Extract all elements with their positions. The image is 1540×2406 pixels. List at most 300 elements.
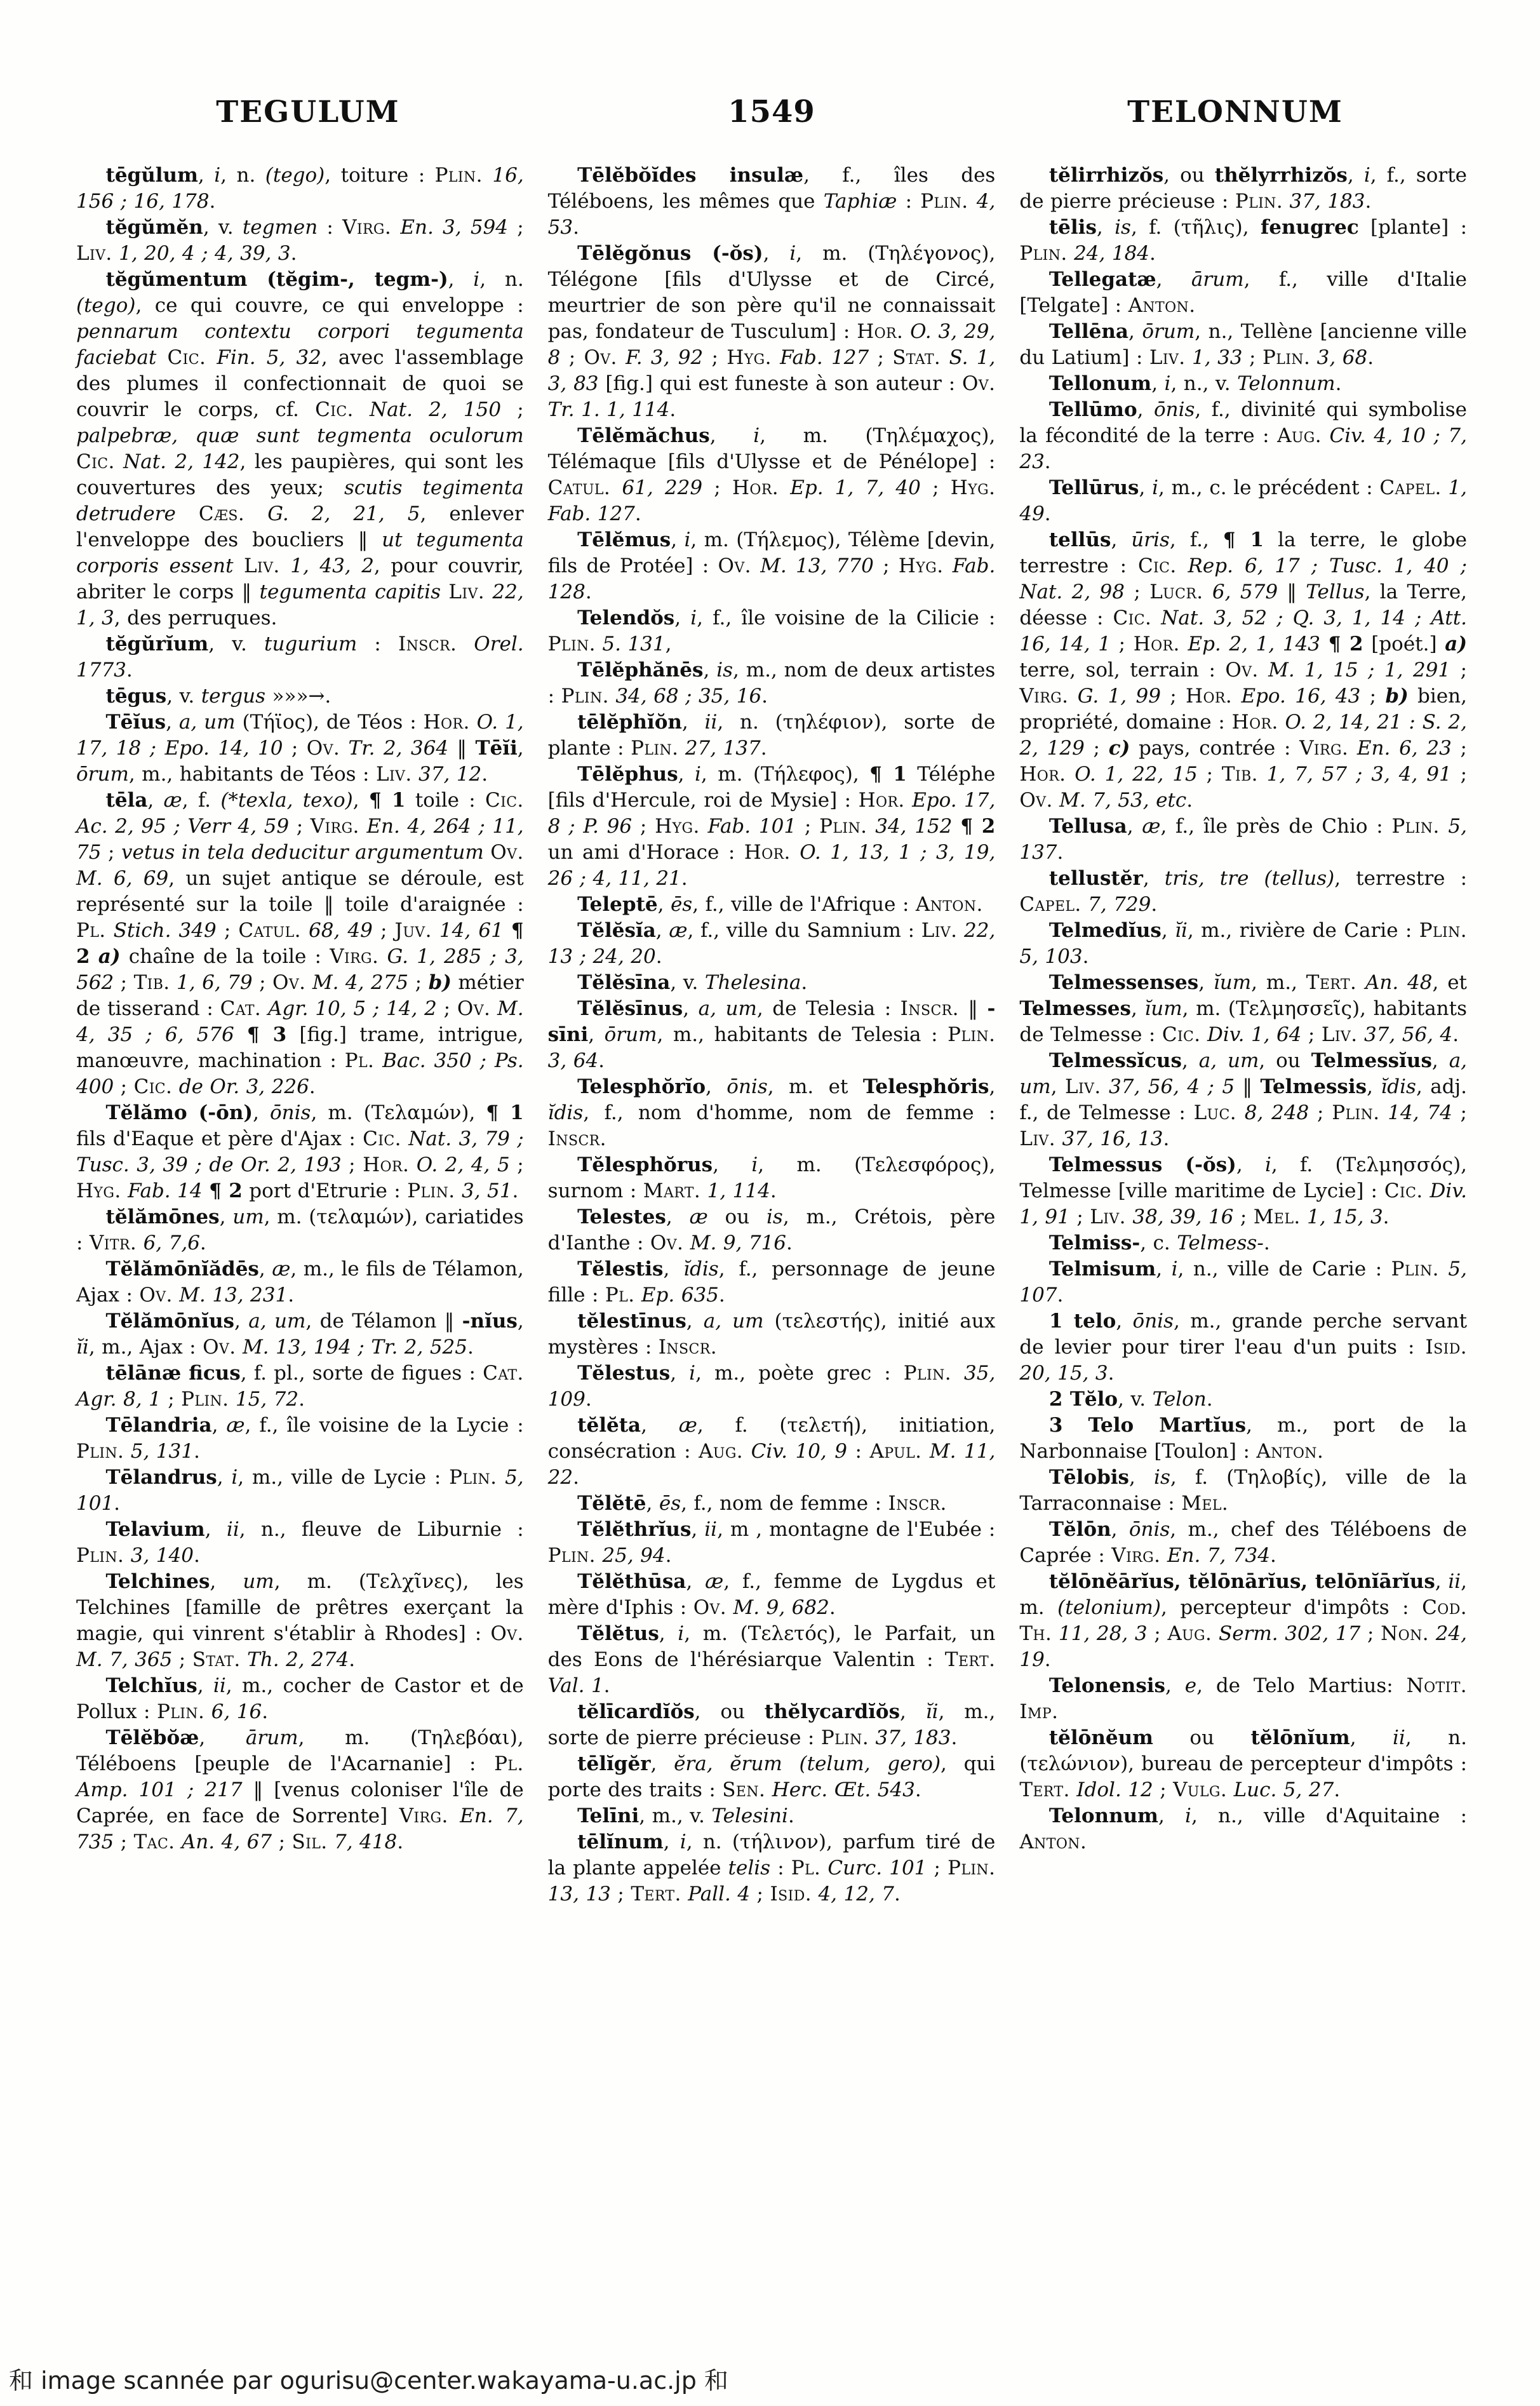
entry-text-run: ;	[114, 1831, 134, 1853]
entry-text-run: , n., fleuve de Liburnie :	[239, 1518, 524, 1541]
entry-text-run: ut tegumenta corporis essent	[76, 528, 524, 577]
entry-text-run: , v.	[1118, 1388, 1153, 1411]
entry-text-run: ,	[650, 1752, 674, 1775]
entry-text-run: tugurium	[264, 633, 358, 655]
entry-text-run: , m. (Τελεσφόρος), surnom :	[547, 1153, 996, 1202]
entry-text-run: ,	[1142, 867, 1165, 890]
entry-text-run: Inscr.	[658, 1336, 717, 1359]
entry-text-run: , m. (Τηλέμαχος), Télémaque [fils d'Ulysse et de Pénélope] :	[547, 424, 996, 473]
dictionary-entry	[76, 1413, 524, 1465]
entry-headword: Telchines	[105, 1570, 210, 1593]
entry-text-run: M. 6, 69	[76, 867, 169, 890]
entry-text-run: , m., v.	[639, 1805, 712, 1827]
entry-text-run: Thelesina	[704, 971, 801, 994]
entry-text-run: Plin.	[820, 1726, 869, 1749]
entry-text-run: ,	[1156, 1258, 1172, 1280]
entry-text-run: M. 13, 231	[172, 1284, 288, 1307]
entry-text-run: um	[232, 1206, 264, 1228]
entry-text-run: 37, 16, 13	[1055, 1127, 1163, 1150]
entry-text-run: ,	[234, 1310, 249, 1333]
entry-text-run	[90, 945, 98, 968]
entry-text-run: ,	[1050, 1075, 1065, 1098]
entry-text-run: ;	[408, 971, 429, 994]
entry-text-run: , m., le fils de Télamon, Ajax :	[76, 1258, 524, 1307]
entry-text-run: ;	[216, 919, 239, 942]
entry-text-run: ,	[659, 1622, 678, 1645]
entry-text-run: Hyg.	[76, 1179, 121, 1202]
entry-text-run: .	[585, 1388, 592, 1411]
entry-text-run: .	[1149, 242, 1156, 265]
entry-text-run: ōrum	[1142, 320, 1195, 343]
entry-text-run: æ	[1142, 815, 1161, 838]
entry-text-run: Ep. 2, 1, 143	[1179, 633, 1321, 655]
entry-text-run: Liv.	[921, 919, 958, 942]
entry-text-run: , n. (τήλινον), parfum tiré de la plante appelée	[547, 1831, 996, 1879]
entry-text-run: ¶ 3	[246, 1023, 287, 1046]
entry-text-run: Civ. 4, 10 ; 7, 23	[1019, 424, 1468, 473]
entry-text-run: ōnis	[269, 1101, 311, 1124]
dictionary-entry	[1019, 1256, 1467, 1308]
entry-text-run: , m., sorte de pierre précieuse :	[547, 1700, 996, 1749]
entry-text-run: .	[467, 1336, 474, 1359]
entry-text-run: Cic.	[167, 346, 206, 369]
entry-text-run: 61, 229	[610, 476, 703, 499]
entry-text-run: 37, 56, 4	[1357, 1023, 1453, 1046]
entry-text-run: .	[761, 685, 768, 708]
entry-text-run: .	[193, 1440, 200, 1463]
entry-text-run: ;	[927, 1857, 948, 1879]
entry-text-run: Plin.	[434, 164, 483, 187]
entry-text-run: Plin.	[1332, 1101, 1380, 1124]
entry-text-run: ,	[1347, 164, 1364, 187]
entry-text-run: , m. (Τηλέγονος), Télégone [fils d'Ulysse et de Circé, meurtrier de son père qu'il ne connaissait pas, fondateur de Tusculum] :	[547, 242, 996, 343]
entry-text-run: Pl.	[76, 919, 106, 942]
entry-text-run: ;	[101, 841, 122, 864]
entry-text-run: 68, 49	[300, 919, 373, 942]
entry-text-run: 1, 7, 57 ; 3, 4, 91	[1257, 763, 1452, 786]
entry-text-run: terre, sol, terrain :	[1019, 659, 1226, 682]
entry-text-run: 37, 12	[412, 763, 482, 786]
entry-text-run: Non.	[1381, 1622, 1430, 1645]
entry-text-run: 16, 156 ; 16, 178	[76, 164, 524, 213]
entry-text-run: , f.,	[1169, 528, 1223, 551]
entry-text-run: i	[473, 268, 480, 291]
entry-text-run: a, um	[1019, 1049, 1468, 1098]
dictionary-column-3	[1019, 163, 1467, 1907]
entry-text-run: Liv.	[1149, 346, 1186, 369]
entry-text-run: ¶ 2	[209, 1179, 243, 1202]
entry-text-run: Virg.	[1299, 737, 1349, 760]
entry-headword: Tĕlestis	[577, 1258, 664, 1280]
entry-text-run: Virg.	[399, 1805, 448, 1827]
entry-text-run: , f. (τελετή), initiation, consécration :	[547, 1414, 996, 1463]
page-header	[0, 0, 1540, 130]
entry-text-run: Ov.	[961, 372, 996, 395]
entry-text-run: ;	[372, 919, 395, 942]
entry-text-run: chaîne de la toile :	[120, 945, 330, 968]
entry-text-run: .	[1186, 789, 1193, 812]
entry-text-run: 1, 33	[1185, 346, 1243, 369]
entry-text-run: Telonnum	[1237, 372, 1336, 395]
entry-headword: Tĕlămōnĭădēs	[105, 1258, 259, 1280]
entry-text-run: Ov.	[650, 1232, 684, 1254]
dictionary-column-2	[548, 163, 996, 1907]
entry-text-run: Liv.	[244, 554, 280, 577]
entry-text-run: .	[718, 1284, 725, 1307]
entry-text-run: ;	[509, 1153, 524, 1176]
entry-text-run: ;	[172, 1648, 192, 1671]
entry-text-run: ;	[161, 1388, 182, 1411]
entry-text-run: ;	[341, 1153, 363, 1176]
entry-text-run: Ep. 635	[634, 1284, 719, 1307]
entry-text-run: En. 4, 264 ; 11, 75	[76, 815, 524, 864]
entry-text-run: Agr. 10, 5 ; 14, 2	[261, 997, 437, 1020]
entry-text-run: .	[1044, 1648, 1051, 1671]
dictionary-entry	[76, 267, 524, 631]
entry-text-run: ;	[1360, 685, 1386, 708]
entry-text-run: Plin.	[1419, 919, 1468, 942]
entry-text-run: ,	[1129, 1466, 1155, 1489]
page-number: 1549	[728, 94, 815, 130]
entry-text-run: um	[243, 1570, 274, 1593]
entry-text-run: ĭum	[1144, 997, 1182, 1020]
entry-text-run: 37, 183	[1283, 190, 1365, 213]
entry-text-run: 6, 7,6	[137, 1232, 200, 1254]
entry-text-run: .	[1263, 1232, 1270, 1254]
entry-text-run: tĕlōnĭum	[1250, 1726, 1350, 1749]
dictionary-entry	[1019, 397, 1467, 475]
entry-text-run: Plin.	[561, 685, 609, 708]
entry-text-run: ,	[517, 1310, 524, 1333]
entry-text-run: Hor.	[1133, 633, 1180, 655]
entry-text-run: ,	[671, 528, 685, 551]
entry-text-run: , m. (Τήλεμος), Télème [devin, fils de Protée] :	[547, 528, 996, 577]
entry-text-run: Hyg.	[726, 346, 772, 369]
entry-text-run: Hor.	[732, 476, 779, 499]
entry-text-run: .	[801, 971, 808, 994]
entry-text-run: ,	[198, 164, 215, 187]
entry-text-run: -sīni	[547, 997, 996, 1046]
entry-text-run: Stich. 349	[105, 919, 217, 942]
entry-text-run: Ov.	[584, 346, 617, 369]
entry-text-run: Tert.	[1306, 971, 1357, 994]
entry-text-run: port d'Etrurie :	[242, 1179, 408, 1202]
dictionary-entry	[548, 762, 996, 892]
entry-text-run: ,	[1130, 997, 1145, 1020]
entry-text-run: .	[1082, 945, 1089, 968]
entry-headword: Tēlĕphănēs	[577, 659, 704, 682]
entry-text-run: 27, 137	[678, 737, 761, 760]
entry-text-run: .	[1108, 1362, 1115, 1385]
dictionary-entry	[548, 423, 996, 527]
entry-text-run: 14, 61	[431, 919, 504, 942]
entry-text-run: tris, tre (tellus)	[1164, 867, 1335, 890]
entry-text-run: , m.	[1019, 1570, 1468, 1619]
entry-text-run: (τελεστής), initié aux mystères :	[547, 1310, 996, 1359]
dictionary-entry	[548, 163, 996, 241]
entry-headword: Tĕlămōnĭus	[105, 1310, 234, 1333]
entry-text-run: a, um	[698, 997, 757, 1020]
entry-text-run: æ	[163, 789, 182, 812]
entry-headword: tĕgŭmentum (tĕgim-, tegm-)	[105, 268, 448, 291]
entry-text-run: .	[669, 398, 676, 421]
entry-text-run: , n., ville de Carie :	[1177, 1258, 1391, 1280]
entry-text-run: Nat. 2, 150	[353, 398, 502, 421]
entry-text-run: ;	[1147, 1622, 1168, 1645]
scan-credit-line: 和 image scannée par ogurisu@center.wakayama-u.ac.jp 和	[9, 2367, 728, 2395]
entry-text-run: , m. (Τηλεβόαι), Téléboens [peuple de l'Acarnanie] :	[76, 1726, 524, 1775]
entry-text-run: :	[357, 633, 398, 655]
entry-text-run: , f., sorte de pierre précieuse :	[1019, 164, 1468, 213]
entry-text-run: , un sujet antique se déroule, est représenté sur la toile ‖ toile d'araignée :	[76, 867, 524, 916]
entry-text-run: .	[914, 1778, 921, 1801]
entry-text-run: Civ. 10, 9	[743, 1440, 848, 1463]
dictionary-entry	[548, 1829, 996, 1907]
entry-text-run: ,	[166, 711, 179, 734]
entry-text-run: ,	[1127, 815, 1142, 838]
entry-text-run	[233, 554, 244, 577]
entry-text-run: Telmess-	[1177, 1232, 1264, 1254]
entry-text-run: Ov.	[203, 1336, 236, 1359]
entry-text-run: ,	[691, 1518, 705, 1541]
entry-headword: Telestes	[577, 1206, 666, 1228]
entry-text-run: ‖	[1278, 581, 1306, 603]
entry-text-run: ou	[707, 1206, 767, 1228]
entry-text-run: M. 13, 194 ; Tr. 2, 525	[236, 1336, 467, 1359]
entry-text-run: Virg.	[1111, 1544, 1161, 1567]
entry-text-run: ēs	[670, 893, 693, 916]
entry-text-run: ,	[1096, 216, 1115, 239]
entry-headword: Tĕlĕsīna	[577, 971, 671, 994]
entry-headword: Tellūrus	[1048, 476, 1139, 499]
entry-text-run: Hor.	[423, 711, 470, 734]
dictionary-entry	[1019, 1803, 1467, 1855]
entry-text-run: métier de tisserand :	[76, 971, 524, 1020]
dictionary-entry	[1019, 1465, 1467, 1517]
entry-text-run: F. 3, 92	[617, 346, 704, 369]
entry-headword: tēlĭnum	[577, 1831, 664, 1853]
entry-text-run: ii	[226, 1518, 239, 1541]
entry-text-run: thĕlyrrhizŏs	[1214, 164, 1348, 187]
entry-text-run: 11, 28, 3	[1052, 1622, 1148, 1645]
entry-text-run: ¶ 1	[486, 1101, 524, 1124]
entry-text-run: :	[897, 190, 921, 213]
entry-text-run: is	[1115, 216, 1131, 239]
entry-text-run: M. 11, 22	[547, 1440, 996, 1489]
entry-text-run: ĭdis	[1381, 1075, 1416, 1098]
entry-headword: Tēlĕmus	[577, 528, 671, 551]
entry-text-run: .	[288, 1284, 295, 1307]
entry-headword: Tĕlĕsīnus	[577, 997, 683, 1020]
entry-text-run: .	[298, 1388, 305, 1411]
entry-text-run: Ov.	[490, 1622, 524, 1645]
entry-headword: tĕlīcardĭŏs	[577, 1700, 695, 1723]
entry-text-run: ;	[1153, 1778, 1174, 1801]
entry-text-run: , qui porte des traits :	[547, 1752, 996, 1801]
entry-text-run: ;	[1233, 1206, 1254, 1228]
entry-text-run: 37, 56, 4 ; 5	[1101, 1075, 1235, 1098]
entry-headword: tēlis	[1048, 216, 1097, 239]
entry-text-run: ōnis	[1153, 398, 1195, 421]
entry-text-run: la terre, le globe terrestre :	[1019, 528, 1467, 577]
entry-text-run: .	[114, 1492, 121, 1515]
entry-headword: Telchĭus	[105, 1674, 198, 1697]
dictionary-entry	[1019, 1569, 1467, 1673]
entry-text-run: , ou	[694, 1700, 765, 1723]
entry-text-run: toile :	[405, 789, 485, 812]
dictionary-entry	[76, 1673, 524, 1725]
entry-text-run: , m., port de la Narbonnaise [Toulon] :	[1019, 1414, 1468, 1463]
entry-text-run: .	[309, 1075, 316, 1098]
entry-text-run: , m., habitants de Telesia :	[657, 1023, 948, 1046]
entry-text-run: ¶ 2	[960, 815, 996, 838]
entry-text-run: ;	[1301, 1023, 1322, 1046]
dictionary-entry	[548, 970, 996, 996]
entry-text-run: En. 7, 734	[1160, 1544, 1270, 1567]
entry-text-run: , ou	[1163, 164, 1215, 187]
entry-text-run: Telesini	[711, 1805, 788, 1827]
entry-text-run: 24, 19	[1019, 1622, 1467, 1671]
entry-text-run: æ	[669, 919, 688, 942]
entry-text-run: Hyg.	[898, 554, 944, 577]
entry-text-run: , f., personnage de jeune fille :	[547, 1258, 996, 1307]
entry-text-run: Plin.	[1391, 1258, 1439, 1280]
entry-text-run: ,	[1158, 1805, 1186, 1827]
entry-text-run: .	[573, 216, 579, 239]
dictionary-entry	[548, 1517, 996, 1569]
entry-text-run: Aug.	[699, 1440, 744, 1463]
entry-text-run: æ	[689, 1206, 708, 1228]
entry-text-run: , m., cocher de Castor et de Pollux :	[76, 1674, 524, 1723]
entry-text-run: 5, 107	[1019, 1258, 1468, 1307]
entry-text-run: Virg.	[310, 815, 359, 838]
entry-text-run: Tr. 2, 364	[340, 737, 449, 760]
entry-headword: Tellonum	[1048, 372, 1152, 395]
entry-text-run: , m. et	[767, 1075, 863, 1098]
entry-text-run: Liv.	[1064, 1075, 1101, 1098]
entry-text-run: Idol. 12	[1069, 1778, 1153, 1801]
entry-text-run: ¶ 2	[76, 919, 524, 968]
entry-text-run: Tert.	[1019, 1778, 1070, 1801]
entry-text-run: ōnis	[1128, 1518, 1170, 1541]
entry-text-run: Cic.	[485, 789, 524, 812]
entry-text-run: ,	[686, 1570, 706, 1593]
entry-headword: Tēlĕbŏæ	[105, 1726, 199, 1749]
entry-text-run: O. 2, 4, 5	[409, 1153, 510, 1176]
entry-text-run: ,	[1198, 971, 1214, 994]
entry-text-run: ,	[1156, 268, 1191, 291]
dictionary-entry	[76, 1204, 524, 1256]
entry-text-run: .	[1383, 1206, 1389, 1228]
entry-text-run: ĭum	[1213, 971, 1252, 994]
entry-text-run: Bac. 350 ; Ps. 400	[76, 1049, 524, 1098]
entry-headword: Tĕlĕthūsa	[577, 1570, 686, 1593]
entry-text-run: G. 1, 99	[1068, 685, 1161, 708]
entry-headword: tĕgŭmĕn	[105, 216, 203, 239]
entry-headword: Tēlandrus	[105, 1466, 217, 1489]
entry-text-run: ,	[1128, 320, 1142, 343]
entry-headword: Tēĭus	[105, 711, 166, 734]
entry-text-run: , des perruques.	[114, 607, 278, 629]
entry-text-run: Ov.	[1019, 789, 1053, 812]
entry-text-run: Serm. 302, 17	[1212, 1622, 1361, 1645]
entry-text-run: , f. pl., sorte de figues :	[240, 1362, 483, 1385]
entry-text-run: Telmesses	[1019, 997, 1131, 1020]
entry-text-run: , c.	[1140, 1232, 1177, 1254]
entry-text-run: Aug.	[1277, 424, 1322, 447]
entry-text-run: M. 9, 682	[726, 1596, 829, 1619]
entry-text-run: , f., nom d'homme, nom de femme :	[583, 1101, 996, 1124]
entry-text-run	[176, 502, 199, 525]
entry-text-run: ;	[436, 997, 457, 1020]
entry-headword: tellūs	[1048, 528, 1111, 551]
entry-headword: tellustĕr	[1048, 867, 1143, 890]
entry-text-run: .	[655, 945, 662, 968]
entry-text-run: O. 1, 17, 18 ; Epo. 14, 10	[76, 711, 524, 760]
entry-text-run: b)	[1385, 685, 1409, 708]
entry-text-run: e	[1184, 1674, 1197, 1697]
entry-headword: Tēlandria	[105, 1414, 212, 1437]
entry-text-run: 20, 15, 3	[1019, 1362, 1108, 1385]
entry-text-run: ,	[706, 1075, 727, 1098]
entry-text-run: .	[1044, 502, 1051, 525]
entry-text-run: ;	[289, 815, 311, 838]
entry-text-run: ,	[199, 1726, 246, 1749]
entry-text-run: .	[760, 737, 767, 760]
entry-text-run: .	[1151, 893, 1158, 916]
entry-text-run: Liv.	[375, 763, 412, 786]
entry-text-run: .	[1163, 1127, 1170, 1150]
entry-text-run: , et	[1432, 971, 1468, 994]
header-left-cell	[76, 95, 540, 130]
entry-text-run: G. 2, 21, 5	[244, 502, 420, 525]
entry-headword: Tĕlestus	[577, 1362, 671, 1385]
entry-text-run: 6, 579	[1203, 581, 1278, 603]
entry-text-run: Notit. Imp.	[1019, 1674, 1468, 1723]
entry-text-run: Tr. 1. 1, 114	[547, 398, 670, 421]
entry-text-run: 34, 152	[867, 815, 953, 838]
entry-text-run: Tert.	[631, 1883, 681, 1905]
entry-text-run: , m., chef des Téléboens de Caprée :	[1019, 1518, 1468, 1567]
entry-text-run: b)	[428, 971, 452, 994]
entry-text-run: ,	[1137, 398, 1154, 421]
entry-headword: Telīni	[577, 1805, 639, 1827]
entry-text-run: Fab. 14	[121, 1179, 203, 1202]
entry-text-run: 3, 51	[455, 1179, 512, 1202]
entry-text-run: ;	[1069, 1206, 1090, 1228]
entry-text-run: .	[681, 867, 688, 890]
entry-text-run: 4, 53	[547, 190, 996, 239]
entry-text-run: , m., ville de Lycie :	[238, 1466, 450, 1489]
entry-text-run: Stat.	[192, 1648, 241, 1671]
entry-text-run: , avec l'assemblage des plumes il confectionnait de quoi se couvrir le corps, cf.	[76, 346, 524, 421]
entry-text-run: ,	[210, 1570, 243, 1593]
dictionary-entry	[1019, 475, 1467, 527]
entry-text-run: ,	[663, 1831, 680, 1853]
entry-text-run: ¶ 1	[368, 789, 406, 812]
dictionary-entry	[76, 1100, 524, 1204]
entry-text-run: Cic.	[1137, 554, 1177, 577]
entry-text-run: Tac.	[133, 1831, 175, 1853]
entry-text-run: , ou	[1259, 1049, 1311, 1072]
entry-text-run: ;	[508, 216, 524, 239]
entry-text-run: æ	[226, 1414, 245, 1437]
entry-text-run: a, um	[1198, 1049, 1259, 1072]
entry-headword: Tĕlesphŏrus	[577, 1153, 713, 1176]
entry-text-run: i	[695, 763, 701, 786]
entry-text-run: ‖	[1235, 1075, 1261, 1098]
dictionary-entry	[548, 657, 996, 709]
